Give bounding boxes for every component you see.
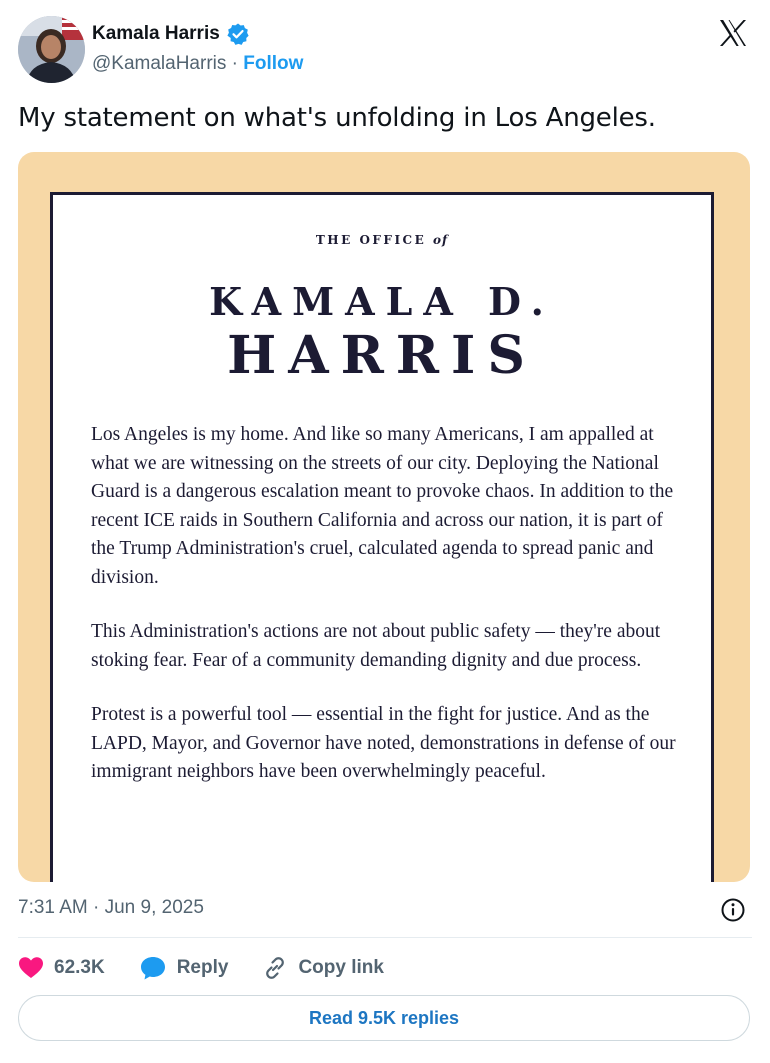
statement-paragraph: Protest is a powerful tool — essential in the fight for justice. And as the LAPD, Mayor, and Governor have noted, demonstrations in defense of our immigrant neighbors have been overwhelmingly peaceful. (91, 704, 676, 782)
read-replies-button[interactable]: Read 9.5K replies (18, 995, 750, 1041)
action-bar (18, 950, 418, 986)
author-names (92, 22, 303, 75)
office-line: THE OFFICE (315, 233, 427, 247)
statement-paragraph: Los Angeles is my home. And like so many Americans, I am appalled at what we are witnessing on the streets of our city. Deploying the National Guard is a dangerous escalation meant to provoke chaos. In addition to the recent ICE raids in Southern California and across our nation, it is part of the Trump Administration's cruel, calculated agenda to spread panic and division. (91, 424, 674, 588)
office-of: of (432, 233, 449, 247)
display-name[interactable] (92, 22, 303, 46)
x-logo-icon[interactable] (718, 18, 748, 48)
separator: · (231, 53, 238, 74)
reply-button[interactable] (139, 955, 229, 981)
info-icon[interactable] (720, 897, 746, 923)
follow-button[interactable]: Follow (243, 53, 304, 74)
statement-body (91, 421, 681, 813)
link-icon (262, 955, 288, 981)
tweet-image[interactable] (18, 152, 750, 882)
office-heading (53, 233, 711, 247)
tweet-text: My statement on what's unfolding in Los Angeles. (18, 103, 656, 133)
copy-link-label: Copy link (298, 957, 384, 978)
like-button[interactable] (18, 956, 105, 980)
statement-letter (50, 192, 714, 882)
verified-badge-icon (226, 22, 250, 46)
display-name-text[interactable]: Kamala Harris (92, 23, 220, 44)
avatar[interactable] (18, 16, 85, 83)
letterhead-name-line2: HARRIS (227, 325, 537, 386)
tweet-header (18, 14, 752, 84)
reply-bubble-icon (139, 955, 167, 981)
copy-link-button[interactable] (262, 955, 384, 981)
divider (18, 937, 752, 938)
reply-label: Reply (176, 957, 229, 978)
handle[interactable]: @KamalaHarris (92, 53, 227, 74)
like-count: 62.3K (54, 957, 105, 978)
statement-paragraph: This Administration's actions are not about public safety — they're about stoking fear. Fear of a community demanding dignity and due process. (91, 621, 661, 671)
letterhead-name-line1: KAMALA D. (209, 279, 555, 324)
handle-row (92, 53, 303, 75)
heart-icon (18, 956, 44, 980)
tweet-timestamp[interactable]: 7:31 AM · Jun 9, 2025 (18, 897, 204, 918)
